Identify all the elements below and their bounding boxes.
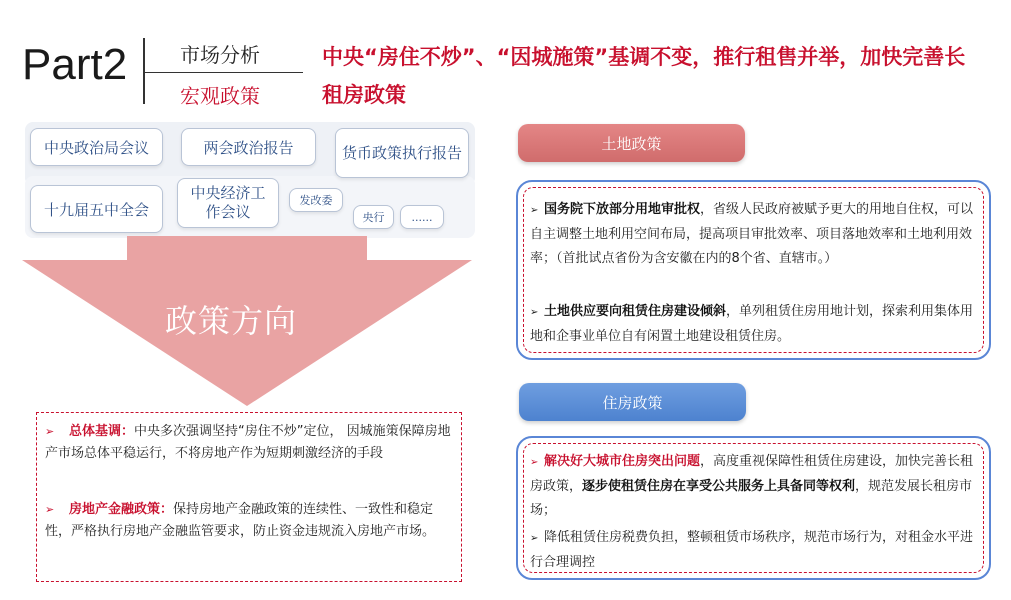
general-policy-box [36,412,462,582]
item-text: 中央多次强调坚持“房住不炒”定位， 因城施策保障房地产市场总体平稳运行，不将房地产作为短期刺激经济的手段 [45,424,451,461]
tag-etc: ...... [400,205,444,229]
page-headline: 中央“房住不炒”、“因城施策”基调不变，推行租售并举，加快完善长租房政策 [322,45,966,107]
bullet-arrow-icon: ➢ [530,533,539,544]
bullet-arrow-icon: ➢ [45,503,55,516]
list-item [45,421,453,465]
subtitle-macro-policy: 宏观政策 [180,84,260,108]
tag-economic-work-conference: 中央经济工作会议 [177,178,279,228]
tag-two-sessions-report: 两会政治报告 [181,128,316,166]
list-item [530,198,980,271]
item-text: ，单列租赁住房用地计划，探索利用集体用地和企事业单位自有闲置土地建设租赁住房。 [530,304,974,344]
arrow-label: 政策方向 [165,302,298,340]
land-policy-header: 土地政策 [518,124,745,162]
item-text: ，高度重视保障性租赁住房建设，加快完善长租房政策， [530,454,974,494]
housing-policy-header: 住房政策 [519,383,746,421]
bullet-arrow-icon: ➢ [530,205,539,216]
subtitle-market-analysis: 市场分析 [180,43,260,67]
header-divider-horizontal [143,72,303,73]
tag-politburo-meeting: 中央政治局会议 [30,128,163,166]
item-text: 保持房地产金融政策的连续性、一致性和稳定性，严格执行房地产金融监管要求，防止资金违规流入房地产市场。 [45,502,436,539]
list-item [530,450,980,523]
bullet-arrow-icon: ➢ [45,425,55,438]
tag-ndrc: 发改委 [289,188,343,212]
bullet-arrow-icon: ➢ [530,457,539,468]
item-title: 总体基调： [69,424,135,439]
item-text: 降低租赁住房税费负担，整顿租赁市场秩序，规范市场行为，对租金水平进行合理调控 [530,530,974,570]
tag-central-bank: 央行 [353,205,394,229]
item-strong: 解决好大城市住房突出问题 [544,454,701,469]
tag-monetary-policy-report: 货币政策执行报告 [335,128,469,178]
bullet-arrow-icon: ➢ [530,307,539,318]
list-item [530,526,980,575]
tag-fifth-plenum: 十九届五中全会 [30,185,163,233]
header-divider-vertical [143,38,145,104]
item-title: 房地产金融政策： [69,502,174,517]
item-strong: 国务院下放部分用地审批权 [544,202,701,217]
housing-policy-box [516,436,991,580]
item-strong-2: 逐步使租赁住房在享受公共服务上具备同等权利 [582,479,856,494]
list-item [45,499,453,543]
land-policy-box [516,180,991,360]
item-text-2: ，规范发展长租房市场； [530,479,973,518]
part-title: Part2 [22,40,128,89]
item-strong: 土地供应要向租赁住房建设倾斜 [544,304,727,319]
list-item [530,300,980,349]
item-text: ，省级人民政府被赋予更大的用地自住权，可以自主调整土地利用空间布局，提高项目审批效率、项目落地效率和土地利用效率；（首批试点省份为含安徽在内的8个省、直辖市。） [530,202,974,266]
